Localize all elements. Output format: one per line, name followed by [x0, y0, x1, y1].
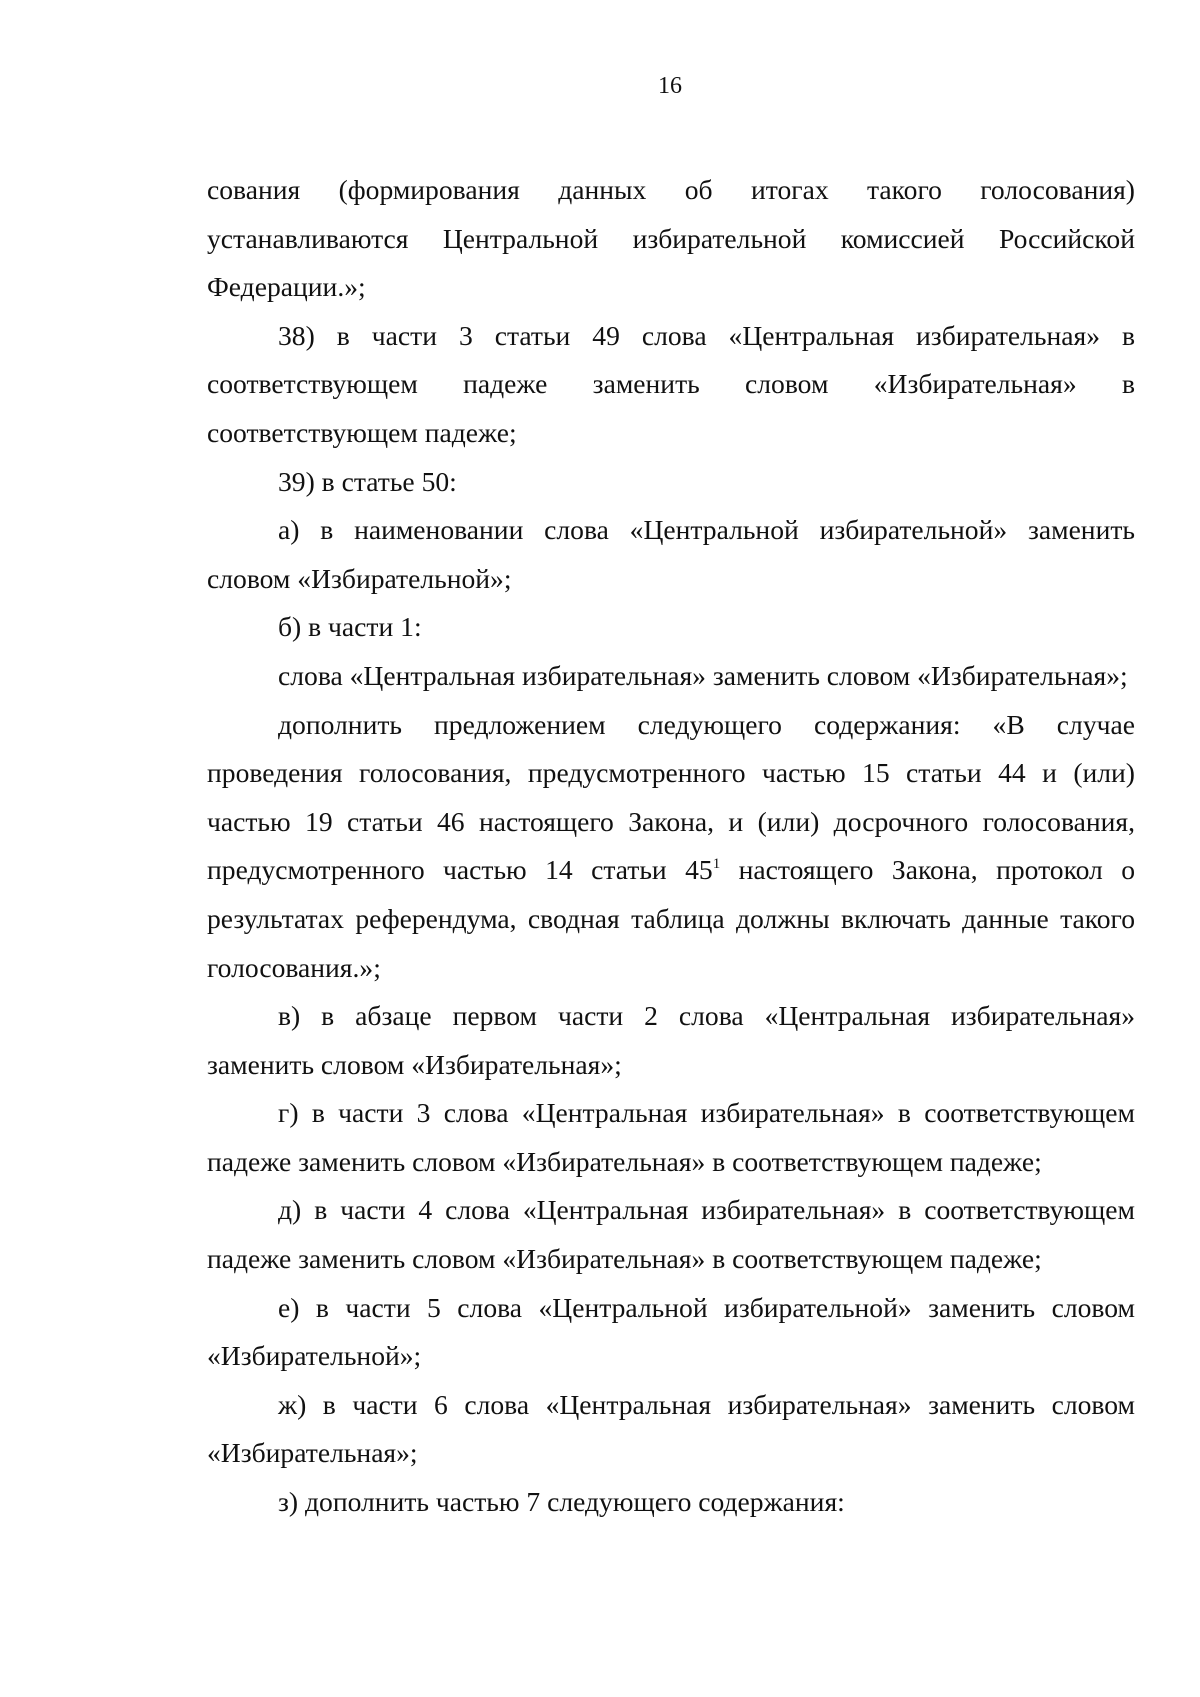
document-body: [207, 166, 1135, 1527]
paragraph-subitem-e: е) в части 5 слова «Центральной избирательной» заменить словом «Избирательной»;: [207, 1291, 1135, 1372]
paragraph-subitem-zh: ж) в части 6 слова «Центральная избирательная» заменить словом «Избирательная»;: [207, 1388, 1135, 1469]
paragraph-add-sentence-text: дополнить предложением следующего содержания: «В случае проведения голосования, предусмотренного частью 15 статьи 44 и (или) частью 19 статьи 46 настоящего Закона, и (или) досрочного голосования, предусмотренного частью 14 статьи 45: [207, 708, 1135, 886]
page-number: 16: [658, 73, 682, 99]
paragraph-item-38: 38) в части 3 статьи 49 слова «Центральная избирательная» в соответствующем падеже заменить словом «Избирательная» в соответствующем падеже;: [207, 319, 1135, 448]
superscript-article-number: 1: [712, 856, 721, 873]
paragraph-continuation: сования (формирования данных об итогах такого голосования) устанавливаются Центральной избирательной комиссией Российской Федерации.»;: [207, 174, 1135, 303]
paragraph-subitem-v: в) в абзаце первом части 2 слова «Центральная избирательная» заменить словом «Избирательная»;: [207, 1000, 1135, 1080]
paragraph-add-sentence: [207, 701, 1135, 993]
paragraph-subitem-b: б) в части 1:: [278, 611, 422, 643]
paragraph-subitem-a: а) в наименовании слова «Центральной избирательной» заменить словом «Избирательной»;: [207, 514, 1135, 594]
paragraph-subitem-g: г) в части 3 слова «Центральная избирательная» в соответствующем падеже заменить словом «Избирательная» в соответствующем падеже;: [207, 1097, 1135, 1177]
paragraph-subitem-z: з) дополнить частью 7 следующего содержания:: [278, 1486, 845, 1518]
paragraph-item-39: 39) в статье 50:: [278, 465, 457, 497]
paragraph-subitem-d: д) в части 4 слова «Центральная избирательная» в соответствующем падеже заменить словом «Избирательная» в соответствующем падеже;: [207, 1194, 1135, 1275]
paragraph-replace-words: слова «Центральная избирательная» заменить словом «Избирательная»;: [278, 659, 1128, 691]
paragraph-add-sentence-text-continued: настоящего Закона, протокол о результатах референдума, сводная таблица должны включать данные такого голосования.»;: [207, 854, 1135, 983]
